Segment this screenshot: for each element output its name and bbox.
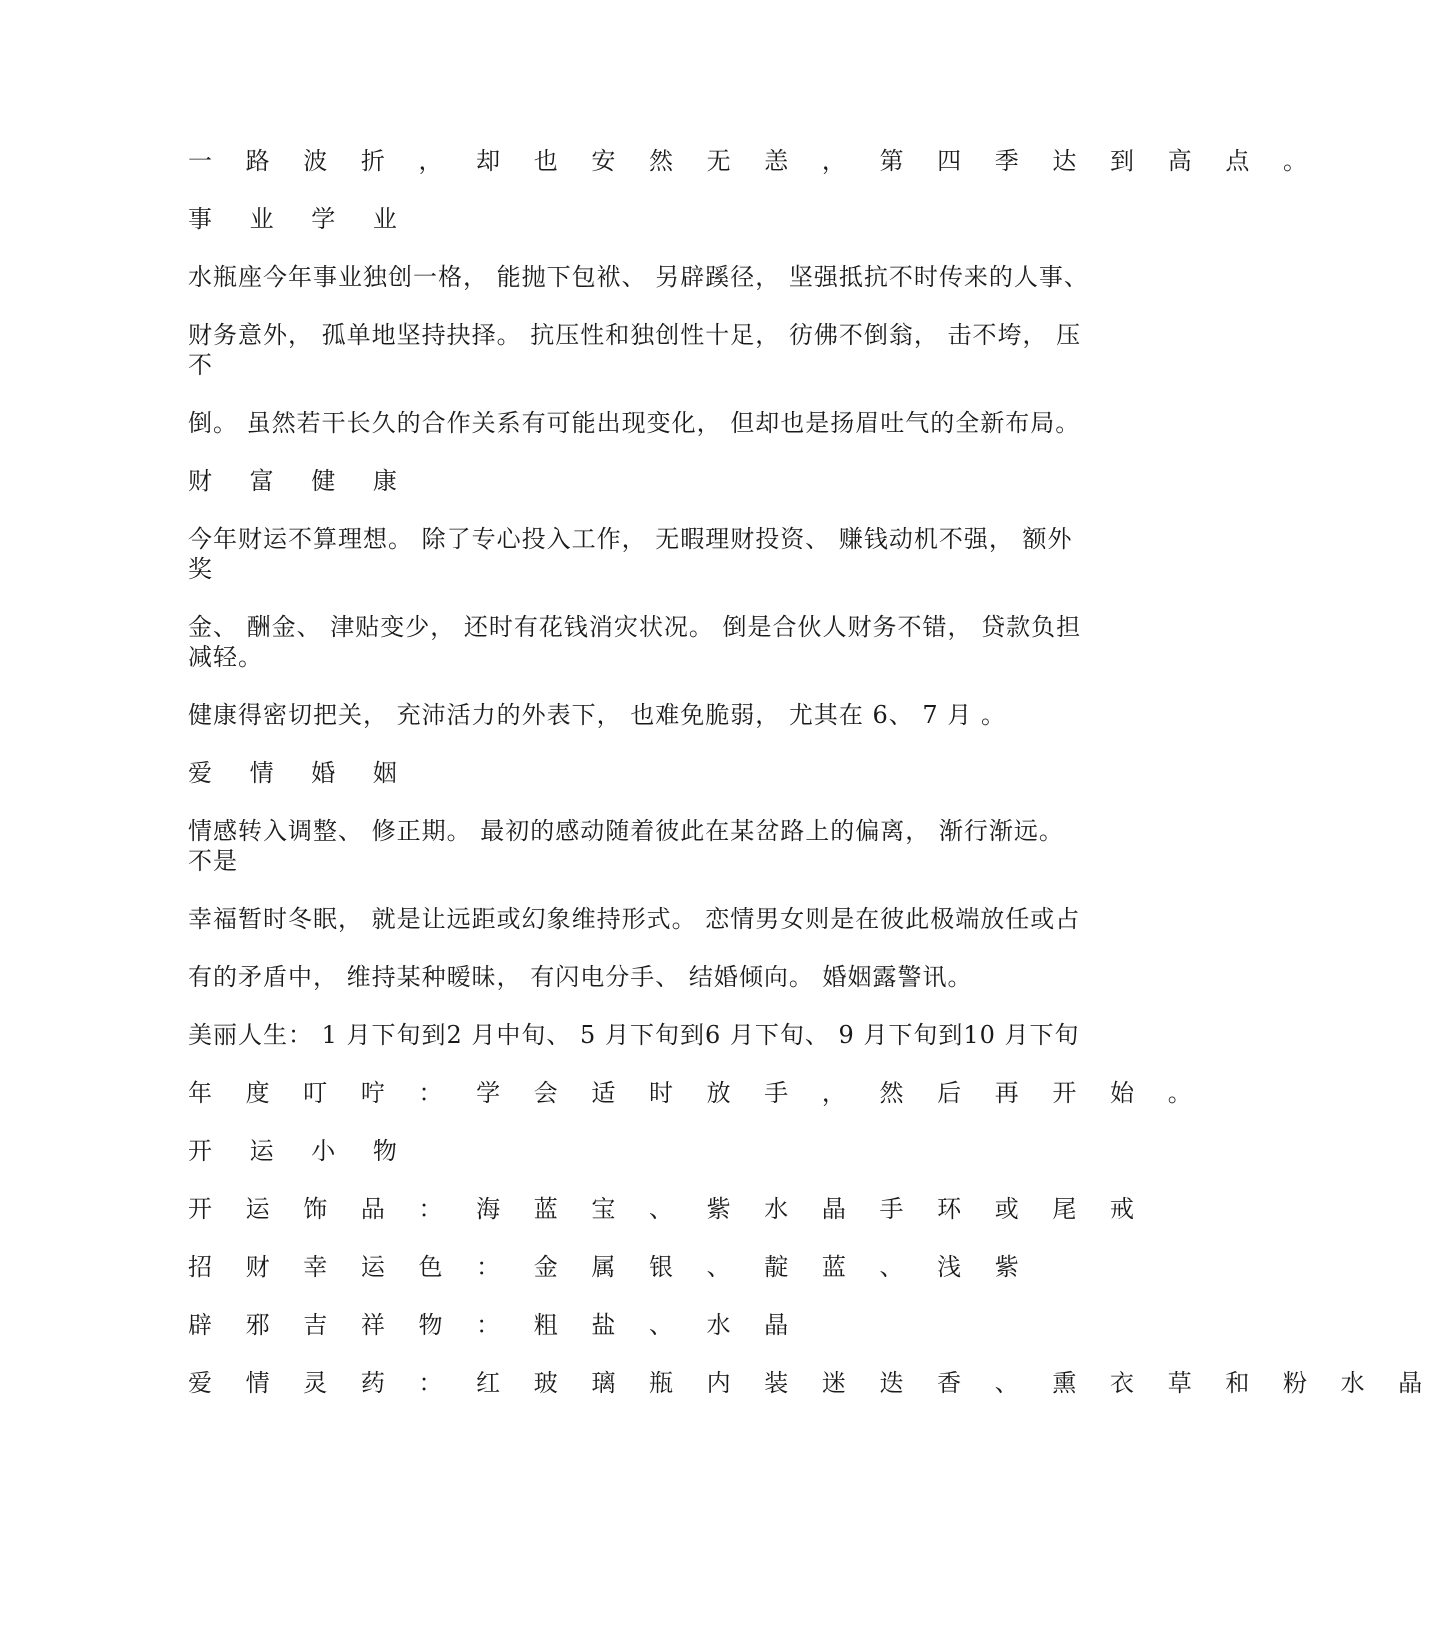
section-heading-wealth-health: 财 富 健 康: [188, 467, 412, 495]
section-heading-love-marriage: 爱 情 婚 姻: [188, 759, 412, 787]
annual-reminder-line: 年 度 叮 咛 ： 学 会 适 时 放 手 ， 然 后 再 开 始 。: [188, 1079, 1205, 1107]
love-paragraph-line-2: 幸福暂时冬眠， 就是让远距或幻象维持形式。 恋情男女则是在彼此极端放任或占: [188, 905, 1081, 933]
love-paragraph-line-3: 有的矛盾中， 维持某种暧昧， 有闪电分手、 结婚倾向。 婚姻露警讯。: [188, 963, 973, 991]
wealth-paragraph-line-1-wrap: 奖: [188, 555, 213, 583]
wealth-paragraph-line-1: 今年财运不算理想。 除了专心投入工作， 无暇理财投资、 赚钱动机不强， 额外: [188, 525, 1073, 553]
career-paragraph-line-2: 财务意外， 孤单地坚持抉择。 抗压性和独创性十足， 彷佛不倒翁， 击不垮， 压: [188, 321, 1082, 349]
beautiful-life-line: 美丽人生： 1 月下旬到2 月中旬、 5 月下旬到6 月下旬、 9 月下旬到10 月下旬: [188, 1021, 1080, 1049]
health-paragraph-line: 健康得密切把关， 充沛活力的外表下， 也难免脆弱， 尤其在 6、 7 月 。: [188, 701, 1006, 729]
wealth-paragraph-line-2: 金、 酬金、 津贴变少， 还时有花钱消灾状况。 倒是合伙人财务不错， 贷款负担: [188, 613, 1082, 641]
love-potion-line: 爱 情 灵 药 ： 红 玻 璃 瓶 内 装 迷 迭 香 、 熏 衣 草 和 粉 水 晶: [188, 1369, 1435, 1397]
love-paragraph-line-1-wrap: 不是: [188, 847, 238, 875]
career-paragraph-line-3: 倒。 虽然若干长久的合作关系有可能出现变化， 但却也是扬眉吐气的全新布局。: [188, 409, 1081, 437]
section-heading-lucky-items: 开 运 小 物: [188, 1137, 412, 1165]
wealth-paragraph-line-2-wrap: 减轻。: [188, 643, 263, 671]
lucky-accessory-line: 开 运 饰 品 ： 海 蓝 宝 、 紫 水 晶 手 环 或 尾 戒: [188, 1195, 1148, 1223]
career-paragraph-line-2-wrap: 不: [188, 351, 213, 379]
intro-line: 一 路 波 折 ， 却 也 安 然 无 恙 ， 第 四 季 达 到 高 点 。: [188, 147, 1320, 175]
lucky-color-line: 招 财 幸 运 色 ： 金 属 银 、 靛 蓝 、 浅 紫: [188, 1253, 1032, 1281]
section-heading-career: 事 业 学 业: [188, 205, 412, 233]
career-paragraph-line-1: 水瓶座今年事业独创一格， 能抛下包袱、 另辟蹊径， 坚强抵抗不时传来的人事、: [188, 263, 1089, 291]
love-paragraph-line-1: 情感转入调整、 修正期。 最初的感动随着彼此在某岔路上的偏离， 渐行渐远。: [188, 817, 1064, 845]
talisman-line: 辟 邪 吉 祥 物 ： 粗 盐 、 水 晶: [188, 1311, 802, 1339]
